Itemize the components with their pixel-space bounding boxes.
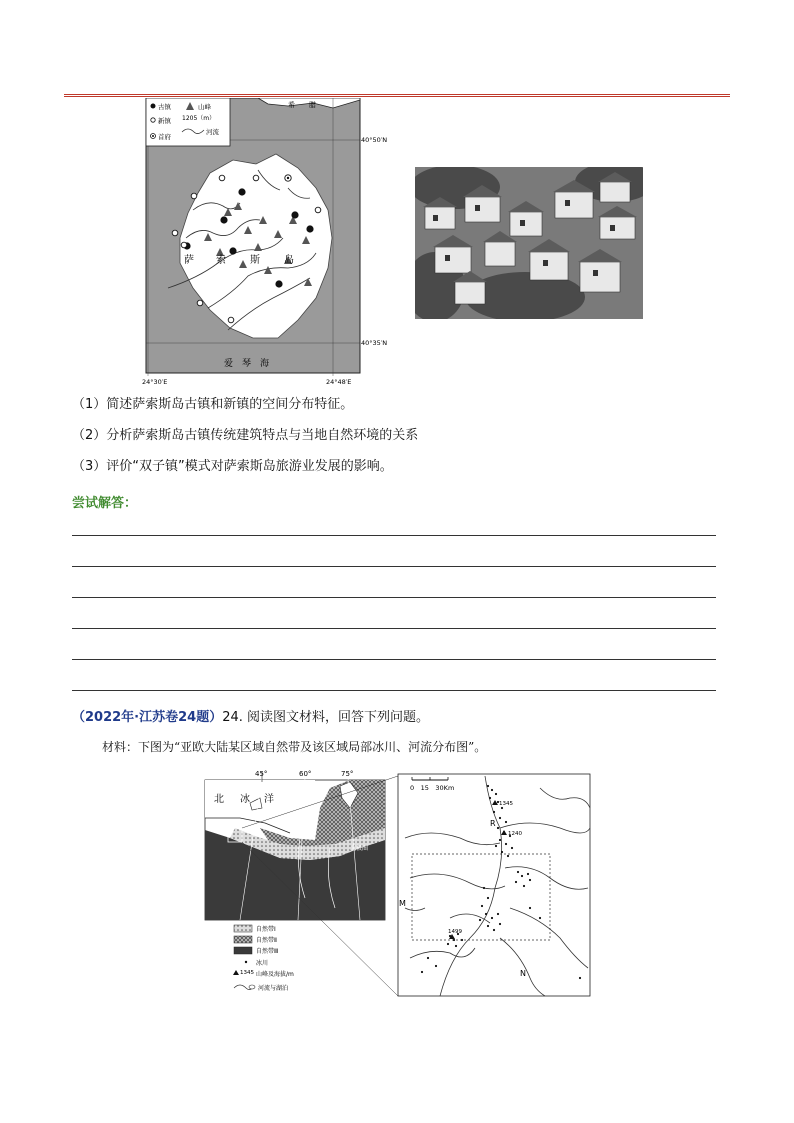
material-text: 材料：下图为“亚欧大陆某区域自然带及该区域局部冰川、河流分布图”。 xyxy=(102,740,487,754)
map1-legend xyxy=(146,98,230,146)
lat-top-label: 40°50′N xyxy=(361,136,388,144)
legend-capital: 首府 xyxy=(158,133,171,141)
legend-peak-num: 1345 xyxy=(240,970,254,976)
ocean-char-1: 北 xyxy=(214,794,224,805)
question-3: （3）评价“双子镇”模式对萨索斯岛旅游业发展的影响。 xyxy=(72,459,393,474)
village-photo xyxy=(415,167,643,319)
legend-peak-height: 1205（m） xyxy=(182,115,216,122)
island-char-4: 岛 xyxy=(284,255,294,266)
lon-60-label: 60° xyxy=(299,770,312,778)
ocean-char-2: 冰 xyxy=(240,794,250,805)
answer-line[interactable] xyxy=(72,597,716,598)
sea-south-label: 爱 琴 海 xyxy=(224,359,270,369)
question-source xyxy=(72,706,429,725)
sea-north-label: 希 腊 xyxy=(288,101,316,109)
lon-45-label: 45° xyxy=(255,770,268,778)
answer-line[interactable] xyxy=(72,566,716,567)
arctic-circle-label: 北极圈 xyxy=(350,845,369,852)
legend-river: 河流与湖泊 xyxy=(258,985,289,992)
map2-legend xyxy=(233,925,294,992)
header-rule xyxy=(64,94,730,97)
label-n: N xyxy=(520,969,526,978)
peak-a-label: 1345 xyxy=(499,801,513,807)
source-tag: （2022年·江苏卷24题） xyxy=(72,710,223,725)
eurasia-map xyxy=(200,768,595,1000)
try-answer-label: 尝试解答： xyxy=(72,496,138,511)
legend-glacier: 冰川 xyxy=(256,960,269,967)
scale-label: 0 15 30Km xyxy=(410,784,455,792)
label-m: M xyxy=(399,899,406,908)
island-char-1: 萨 xyxy=(184,255,194,266)
legend-zone3: 自然带Ⅲ xyxy=(256,948,279,955)
island-char-2: 索 xyxy=(216,255,226,266)
ocean-char-3: 洋 xyxy=(264,794,274,805)
legend-zone2: 自然带Ⅱ xyxy=(256,937,277,944)
answer-line[interactable] xyxy=(72,659,716,660)
peak-c-label: 1499 xyxy=(448,929,462,935)
question-2: （2）分析萨索斯岛古镇传统建筑特点与当地自然环境的关系 xyxy=(72,428,419,443)
label-r: R xyxy=(490,819,496,828)
lat-bottom-label: 40°35′N xyxy=(361,339,388,347)
island-char-3: 斯 xyxy=(250,255,260,266)
peak-b-label: 1240 xyxy=(508,831,522,837)
lon-75-label: 75° xyxy=(341,770,354,778)
answer-line[interactable] xyxy=(72,690,716,691)
answer-line[interactable] xyxy=(72,628,716,629)
legend-new-town: 新镇 xyxy=(158,117,171,125)
legend-river: 河流 xyxy=(206,128,219,136)
question-1: （1）简述萨索斯岛古镇和新镇的空间分布特征。 xyxy=(72,397,354,412)
legend-peak: 山峰 xyxy=(198,103,211,111)
legend-peak: 山峰及海拔/m xyxy=(256,971,294,978)
legend-old-town: 古镇 xyxy=(158,103,171,111)
source-text: 24. 阅读图文材料，回答下列问题。 xyxy=(222,710,430,725)
answer-line[interactable] xyxy=(72,535,716,536)
lon-left-label: 24°30′E xyxy=(142,378,168,386)
lon-right-label: 24°48′E xyxy=(326,378,352,386)
thasos-map xyxy=(138,98,390,388)
legend-zone1: 自然带Ⅰ xyxy=(256,926,276,933)
